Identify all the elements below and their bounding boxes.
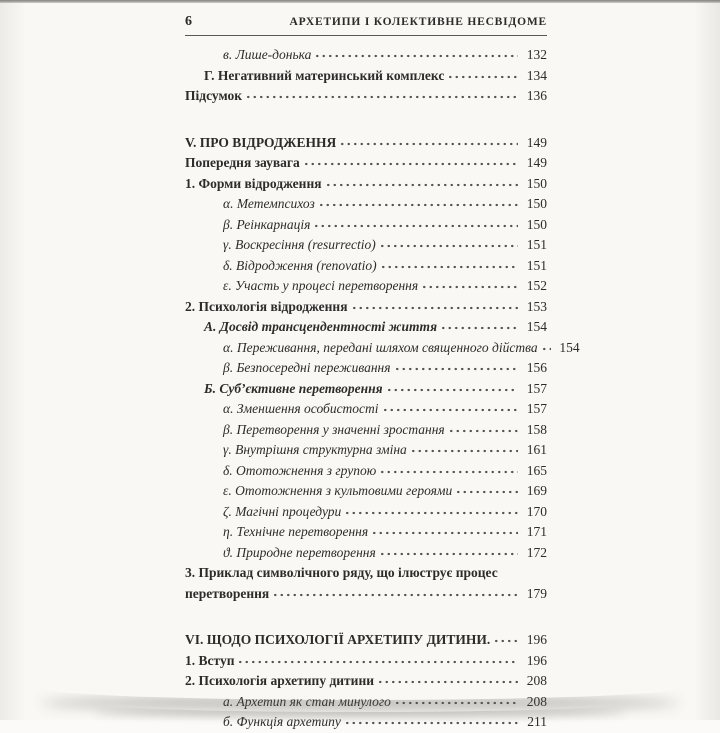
toc-row: [185, 584, 547, 605]
toc-page-number: 151: [526, 237, 547, 252]
toc-page-number: 172: [526, 544, 547, 560]
toc-entry-text: α. Переживання, передані шляхом священного дійства: [223, 339, 538, 355]
toc-entry-text: δ. Ототожнення з групою: [223, 462, 377, 478]
toc-entry-text: 1. Форми відродження: [185, 175, 322, 191]
dotted-leader: [541, 338, 551, 352]
dotted-leader: [318, 195, 518, 209]
running-title: АРХЕТИПИ І КОЛЕКТИВНЕ НЕСВІДОМЕ: [289, 16, 547, 28]
toc-page-number: 208: [526, 673, 547, 688]
toc-row: [185, 522, 547, 543]
toc-page-number: 154: [526, 319, 547, 334]
dotted-leader: [447, 66, 518, 80]
toc-entry-text: ϑ. Природне перетворення: [223, 544, 376, 560]
dotted-leader: [379, 543, 518, 557]
toc-entry-text: γ. Внутрішня структурна зміна: [223, 442, 407, 457]
toc-row: [185, 276, 547, 297]
toc-page-number: 196: [526, 632, 547, 647]
toc-row: [185, 502, 547, 523]
toc-row: [185, 481, 547, 502]
toc-entry-text: Б. Суб’єктивне перетворення: [204, 380, 383, 396]
page-shadow-left: [0, 0, 26, 720]
toc-entry-text: ε. Участь у процесі перетворення: [223, 278, 419, 293]
dotted-leader: [313, 215, 518, 229]
toc-row: [185, 297, 547, 318]
dotted-leader: [386, 379, 518, 393]
toc-page-number: 165: [526, 462, 547, 478]
folio-page-number: 6: [185, 14, 192, 29]
toc-row: [185, 174, 547, 195]
toc-row: [185, 86, 547, 107]
dotted-leader: [493, 631, 518, 645]
toc-page-number: 179: [526, 585, 547, 601]
dotted-leader: [380, 256, 518, 270]
toc-entry-text: 2. Психологія архетипу дитини: [185, 673, 375, 688]
toc-row: [185, 45, 547, 66]
toc-page-number: 150: [526, 175, 547, 191]
toc-page-number: 170: [526, 503, 547, 519]
bottom-page-curl-shadow-2: [90, 694, 630, 712]
toc-page-number: 132: [526, 47, 547, 62]
photo-top-edge: [0, 0, 720, 3]
dotted-leader: [339, 133, 518, 147]
toc-row: [185, 461, 547, 482]
toc-page-number: 157: [526, 401, 547, 416]
toc-entry-text: в. Лише-донька: [223, 47, 312, 62]
dotted-leader: [448, 420, 518, 434]
toc-page-number: 149: [526, 134, 547, 150]
toc-row: [185, 420, 547, 441]
dotted-leader: [410, 441, 518, 455]
toc-page-number: 151: [526, 257, 547, 273]
toc-page-number: 158: [526, 421, 547, 437]
toc-row: [185, 399, 547, 420]
toc-row: [185, 133, 547, 154]
toc-row: [185, 235, 547, 256]
toc-entry-text: а. Архетип як стан минулого: [223, 693, 391, 709]
toc-entry-text: ζ. Магічні процедури: [223, 503, 342, 519]
toc-entry-text: α. Метемпсихоз: [223, 196, 315, 211]
toc-page-number: 153: [526, 298, 547, 314]
toc-row: [185, 66, 547, 87]
toc-page-number: 196: [526, 652, 547, 668]
toc-page-number: 154: [559, 339, 580, 355]
dotted-leader: [351, 297, 519, 311]
dotted-leader: [421, 277, 518, 291]
toc-row: [185, 630, 547, 651]
toc-row: [185, 256, 547, 277]
dotted-leader: [382, 400, 518, 414]
toc-row: [185, 153, 547, 174]
toc-row: [185, 215, 547, 236]
dotted-leader: [237, 651, 518, 665]
toc-row: [185, 194, 547, 215]
toc-entry-text: 1. Вступ: [185, 652, 235, 668]
dotted-leader: [440, 318, 518, 332]
toc-entry-text: Підсумок: [185, 88, 243, 103]
toc-row: [185, 651, 547, 672]
toc-row: [185, 543, 547, 564]
toc-row: [185, 712, 547, 733]
toc-entry-text: перетворення: [185, 585, 270, 601]
toc-page-number: 149: [526, 155, 547, 170]
toc-entry-text: А. Досвід трансцендентності життя: [204, 319, 438, 334]
toc-page-number: 136: [526, 88, 547, 103]
toc-page-number: 211: [527, 714, 547, 729]
toc-entry-text: η. Технічне перетворення: [223, 524, 369, 539]
dotted-leader: [344, 502, 518, 516]
dotted-leader: [245, 87, 518, 101]
toc-page-number: 150: [526, 216, 547, 232]
toc-page-number: 157: [526, 380, 547, 396]
toc-entry-text: γ. Воскресіння (resurrectio): [223, 237, 376, 252]
toc-entry-text: β. Безпосередні переживання: [223, 360, 391, 375]
dotted-leader: [272, 584, 518, 598]
dotted-leader: [379, 236, 518, 250]
toc-row: [185, 440, 547, 461]
toc-entry-text: 2. Психологія відродження: [185, 298, 348, 314]
dotted-leader: [344, 713, 518, 727]
toc-page-number: 152: [526, 278, 547, 293]
toc-page-number: 150: [526, 196, 547, 211]
dotted-leader: [379, 461, 518, 475]
toc-page-number: 169: [526, 483, 547, 498]
dotted-leader: [325, 174, 518, 188]
toc-page-number: 171: [526, 524, 547, 539]
toc-entry-text: ε. Ототожнення з культовими героями: [223, 483, 453, 498]
toc-page-number: 156: [526, 360, 547, 375]
toc-entry-text: Г. Негативний материнський комплекс: [204, 67, 445, 83]
toc-row: [185, 338, 580, 359]
dotted-leader: [314, 46, 518, 60]
toc-entry-text: δ. Відродження (renovatio): [223, 257, 377, 273]
toc-entry-text: β. Реінкарнація: [223, 216, 311, 232]
page-content: [185, 14, 580, 733]
dotted-leader: [303, 154, 518, 168]
toc-row: [185, 317, 547, 338]
toc-page-number: 208: [526, 693, 547, 709]
dotted-leader: [371, 523, 518, 537]
dotted-leader: [394, 359, 518, 373]
toc-row: [185, 358, 547, 379]
toc-page-number: 161: [526, 442, 547, 457]
page-header: [185, 14, 547, 36]
toc-list: [185, 45, 580, 733]
toc-entry-text: VI. ЩОДО ПСИХОЛОГІЇ АРХЕТИПУ ДИТИНИ.: [185, 632, 491, 647]
toc-entry-text: α. Зменшення особистості: [223, 401, 379, 416]
toc-row: [185, 563, 547, 584]
toc-entry-text: Попередня заувага: [185, 155, 300, 170]
toc-entry-text: β. Перетворення у значенні зростання: [223, 421, 445, 437]
toc-page-number: 134: [526, 67, 547, 83]
toc-row: [185, 379, 547, 400]
toc-entry-text: б. Функція архетипу: [223, 714, 341, 729]
toc-entry-text: 3. Приклад символічного ряду, що ілюструє процес: [185, 565, 498, 580]
dotted-leader: [455, 482, 518, 496]
page-shadow-right: [694, 0, 720, 720]
toc-entry-text: V. ПРО ВІДРОДЖЕННЯ: [185, 134, 337, 150]
